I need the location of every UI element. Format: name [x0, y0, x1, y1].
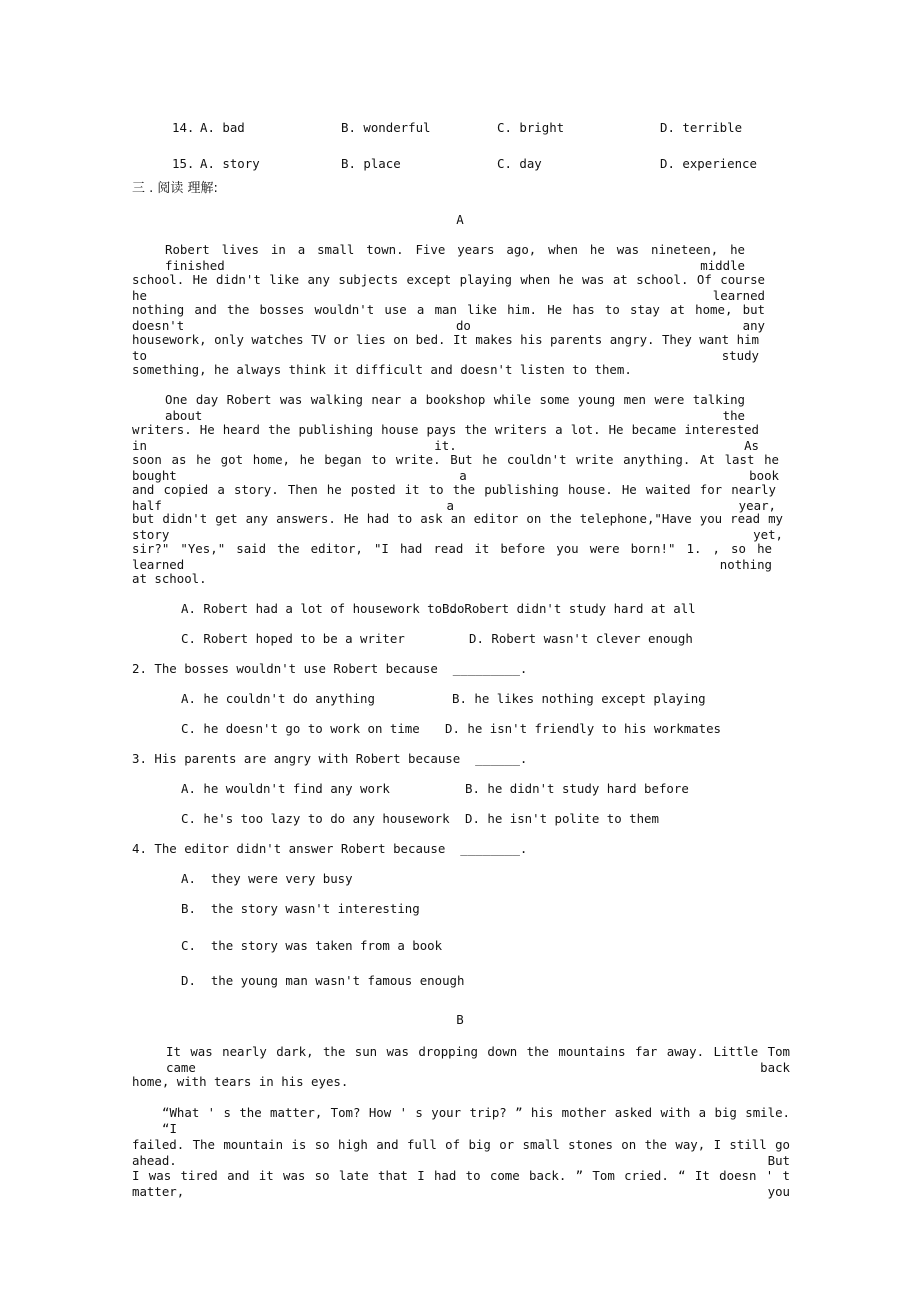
section-title: 三 . 阅读 理解:	[132, 181, 218, 196]
passage-line: but didn't get any answers. He had to ask an editor on the telephone,"Have you read my story yet,	[132, 511, 783, 542]
option-b: B. the story wasn't interesting	[181, 901, 420, 916]
passage-line: home, with tears in his eyes.	[132, 1074, 349, 1089]
option-c: C. the story was taken from a book	[181, 938, 443, 953]
option-d: D. terrible	[660, 120, 743, 135]
option-a: A. he wouldn't find any work	[181, 781, 390, 796]
passage-line: writers. He heard the publishing house pays the writers a lot. He became interested in it. As	[132, 422, 759, 453]
question-stem: 2. The bosses wouldn't use Robert because _________.	[132, 661, 528, 676]
question-number: 15.	[172, 156, 195, 171]
passage-line: failed. The mountain is so high and full of big or small stones on the way, I still go ahead. But	[132, 1137, 790, 1168]
option-b: B. he didn't study hard before	[465, 781, 689, 796]
option-c: C. Robert hoped to be a writer	[181, 631, 405, 646]
option-a: A. Robert had a lot of housework to do	[181, 601, 465, 616]
question-stem: 4. The editor didn't answer Robert because ________.	[132, 841, 528, 856]
option-d: D. experience	[660, 156, 757, 171]
option-b: B. place	[341, 156, 401, 171]
option-c: C. day	[497, 156, 542, 171]
option-d: D. the young man wasn't famous enough	[181, 973, 465, 988]
passage-line: at school.	[132, 571, 207, 586]
passage-line: One day Robert was walking near a bookshop while some young men were talking about the	[165, 392, 745, 423]
passage-line: Robert lives in a small town. Five years ago, when he was nineteen, he finished middle	[165, 242, 745, 273]
option-a: A. they were very busy	[181, 871, 353, 886]
option-c: C. he doesn't go to work on time	[181, 721, 420, 736]
option-b: B. he likes nothing except playing	[452, 691, 706, 706]
question-number: 14.	[172, 120, 195, 135]
option-a: A. he couldn't do anything	[181, 691, 375, 706]
option-d: D. he isn't polite to them	[465, 811, 659, 826]
option-b: B. wonderful	[341, 120, 431, 135]
passage-line: It was nearly dark, the sun was dropping down the mountains far away. Little Tom came back	[166, 1044, 790, 1075]
option-b: B. Robert didn't study hard at all	[442, 601, 696, 616]
question-stem: 3. His parents are angry with Robert because ______.	[132, 751, 528, 766]
passage-line: I was tired and it was so late that I had to come back. ” Tom cried. “ It doesn ' t matter, you	[132, 1168, 790, 1199]
passage-line: nothing and the bosses wouldn't use a man like him. He has to stay at home, but doesn't do any	[132, 302, 765, 333]
passage-line: sir?" "Yes," said the editor, "I had read it before you were born!" 1. , so he learned nothing	[132, 541, 772, 572]
passage-line: something, he always think it difficult and doesn't listen to them.	[132, 362, 632, 377]
option-a: A. story	[200, 156, 260, 171]
passage-b-label: B	[456, 1012, 464, 1027]
option-c: C. he's too lazy to do any housework	[181, 811, 450, 826]
passage-line: housework, only watches TV or lies on bed. It makes his parents angry. They want him to study	[132, 332, 759, 363]
passage-a-label: A	[456, 212, 464, 227]
option-d: D. Robert wasn't clever enough	[469, 631, 693, 646]
option-a: A. bad	[200, 120, 245, 135]
option-c: C. bright	[497, 120, 565, 135]
passage-line: soon as he got home, he began to write. But he couldn't write anything. At last he bought a book	[132, 452, 779, 483]
option-d: D. he isn't friendly to his workmates	[445, 721, 722, 736]
passage-line: “What ' s the matter, Tom? How ' s your trip? ” his mother asked with a big smile. “I	[162, 1105, 790, 1136]
passage-line: and copied a story. Then he posted it to the publishing house. He waited for nearly half a year,	[132, 482, 776, 513]
passage-line: school. He didn't like any subjects except playing when he was at school. Of course he learned	[132, 272, 765, 303]
